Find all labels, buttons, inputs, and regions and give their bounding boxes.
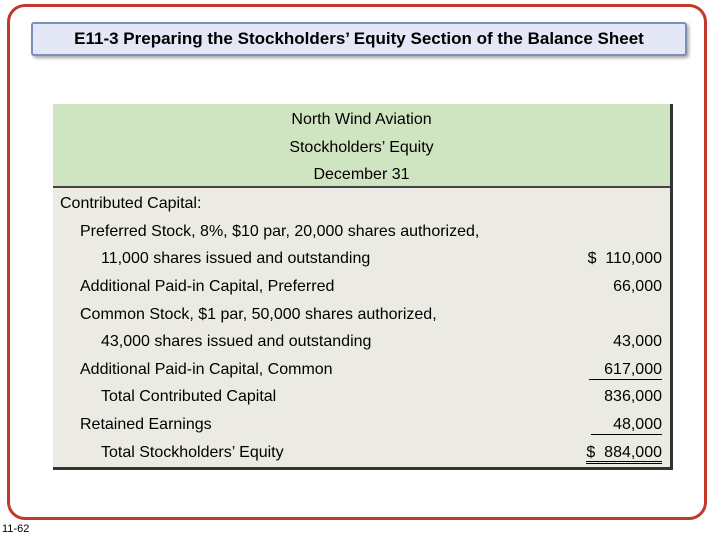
row-label: Common Stock, $1 par, 50,000 shares authorized, bbox=[80, 306, 437, 323]
row-amount: 836,000 bbox=[604, 388, 662, 405]
table-row bbox=[53, 416, 670, 438]
row-label: Total Contributed Capital bbox=[101, 388, 277, 405]
table-row bbox=[53, 361, 670, 383]
row-label: 11,000 shares issued and outstanding bbox=[101, 250, 371, 267]
table-row bbox=[53, 333, 670, 355]
row-label: Additional Paid-in Capital, Preferred bbox=[80, 278, 335, 295]
row-label: Contributed Capital: bbox=[60, 195, 202, 212]
table-row bbox=[53, 223, 670, 245]
table-row bbox=[53, 444, 670, 466]
row-label: Total Stockholders’ Equity bbox=[101, 444, 284, 461]
row-amount: 48,000 bbox=[591, 416, 662, 435]
table-row bbox=[53, 278, 670, 300]
slide-title: E11-3 Preparing the Stockholders’ Equity Section of the Balance Sheet bbox=[74, 29, 644, 48]
row-amount: $ 110,000 bbox=[587, 250, 662, 267]
statement-header bbox=[53, 104, 670, 188]
slide-number: 11-62 bbox=[2, 523, 30, 535]
slide-title-bar bbox=[31, 22, 687, 56]
row-amount: $ 884,000 bbox=[586, 444, 662, 464]
table-row bbox=[53, 250, 670, 272]
table-row bbox=[53, 195, 670, 217]
row-label: Preferred Stock, 8%, $10 par, 20,000 shares authorized, bbox=[80, 223, 480, 240]
statement-name: Stockholders’ Equity bbox=[289, 139, 434, 156]
row-label: Retained Earnings bbox=[80, 416, 212, 433]
row-label: Additional Paid-in Capital, Common bbox=[80, 361, 333, 378]
row-amount: 617,000 bbox=[589, 361, 662, 380]
row-amount: 43,000 bbox=[613, 333, 662, 350]
row-amount: 66,000 bbox=[613, 278, 662, 295]
statement-date: December 31 bbox=[313, 166, 410, 183]
company-name: North Wind Aviation bbox=[291, 111, 432, 128]
row-label: 43,000 shares issued and outstanding bbox=[101, 333, 372, 350]
equity-statement bbox=[53, 104, 673, 470]
table-row bbox=[53, 388, 670, 410]
table-row bbox=[53, 306, 670, 328]
